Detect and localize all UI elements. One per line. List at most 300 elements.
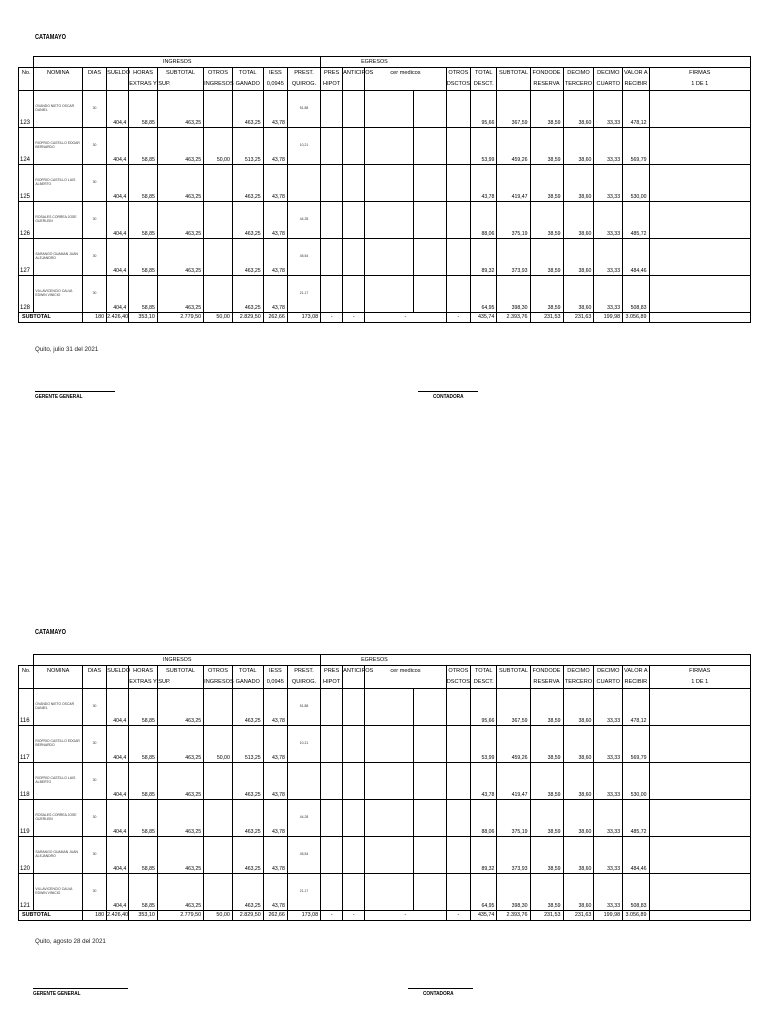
total-cer-medicos: - (365, 911, 447, 921)
header-horas: HORAS (129, 68, 158, 79)
signature-line-manager (35, 391, 115, 392)
table-row (19, 239, 751, 276)
total-desct-value: 53,99 (470, 726, 496, 763)
subtotal-2-value: 419,47 (497, 763, 530, 800)
decimo-tercero-value: 38,60 (563, 165, 594, 202)
signature-label-accountant: CONTADORA (433, 394, 464, 400)
header-subtotal-2-line-2 (497, 79, 530, 91)
total-decimo-cuarto: 199,98 (594, 313, 623, 323)
iess-value: 43,78 (263, 202, 287, 239)
total-desct-value: 88,06 (470, 800, 496, 837)
total-subtotal: 2.779,50 (157, 313, 203, 323)
row-number: 124 (19, 128, 34, 165)
prest-quirog-value: 21,17 (287, 276, 320, 313)
header-fondo-reserva: FONDODE (530, 666, 563, 677)
header-sueldo-line-2 (107, 79, 129, 91)
header-iess: IESS (263, 68, 287, 79)
firma-cell (649, 202, 750, 239)
otros-ingresos-value (204, 239, 233, 276)
total-desct-value: 88,06 (470, 202, 496, 239)
valor-recibir-value: 530,00 (623, 763, 649, 800)
pres-hipot-value (321, 165, 343, 202)
otros-dsctos-value (446, 91, 470, 128)
sueldo-value: 404,4 (107, 874, 129, 911)
total-pres-hipot: - (321, 313, 343, 323)
decimo-tercero-value: 38,60 (563, 91, 594, 128)
total-firmas (649, 313, 750, 323)
row-number: 121 (19, 874, 34, 911)
signature-line-accountant (418, 391, 478, 392)
employee-name: OVANDO NIETO OSCAR DANIEL (34, 689, 83, 726)
total-pres-hipot: - (321, 911, 343, 921)
header-valor-recibir: VALOR A (623, 666, 649, 677)
decimo-tercero-value: 38,60 (563, 800, 594, 837)
total-ganado-value: 463,25 (232, 837, 263, 874)
otros-dsctos-value (446, 726, 470, 763)
pres-hipot-value (321, 874, 343, 911)
header-total-ganado: TOTAL (232, 68, 263, 79)
header-total-ganado-line-2: GANADO (232, 677, 263, 689)
header-firmas-line-2: 1 DE 1 (649, 677, 750, 689)
row-number: 117 (19, 726, 34, 763)
ingresos-header: INGRESOS (34, 655, 321, 666)
pres-hipot-value (321, 128, 343, 165)
egresos-header: EGRESOS (321, 57, 751, 68)
total-fondo: 231,53 (530, 911, 563, 921)
subtotal-2-value: 375,19 (497, 202, 530, 239)
decimo-tercero-value: 38,60 (563, 837, 594, 874)
otros-dsctos-value (446, 165, 470, 202)
otros-dsctos-value (446, 276, 470, 313)
header-pres-hipot: PRES (321, 666, 343, 677)
total-desct-value: 95,66 (470, 91, 496, 128)
anticipos-value (343, 91, 365, 128)
header-cer-medicos-line-2 (365, 79, 447, 91)
total-anticipos: - (343, 313, 365, 323)
payroll-table (18, 56, 751, 323)
prest-quirog-value: 51,88 (287, 689, 320, 726)
sueldo-value: 404,4 (107, 800, 129, 837)
total-decimo-tercero: 231,63 (563, 313, 594, 323)
header-nomina: NOMINA (34, 666, 83, 677)
horas-value: 58,85 (129, 202, 158, 239)
header-subtotal-2: SUBTOTAL (497, 666, 530, 677)
employee-name: SARANGO GUAMAN JUAN ALEJANDRO (34, 837, 83, 874)
prest-quirog-value: 44,28 (287, 800, 320, 837)
header-decimo-cuarto: DECIMO (594, 68, 623, 79)
header-valor-recibir-line-2: RECIBIR (623, 79, 649, 91)
total-desct-value: 53,99 (470, 128, 496, 165)
table-row (19, 874, 751, 911)
blank-cell (19, 57, 34, 68)
pres-hipot-value (321, 837, 343, 874)
header-iess-line-2: 0,0945 (263, 79, 287, 91)
table-row (19, 276, 751, 313)
company-title: CATAMAYO (35, 34, 67, 41)
cer-medicos-value (365, 128, 414, 165)
header-decimo-cuarto-line-2: CUARTO (594, 79, 623, 91)
header-total-ganado: TOTAL (232, 666, 263, 677)
iess-value: 43,78 (263, 239, 287, 276)
horas-value: 58,85 (129, 91, 158, 128)
header-subtotal-2: SUBTOTAL (497, 68, 530, 79)
firma-cell (649, 874, 750, 911)
pres-hipot-value (321, 726, 343, 763)
header-horas-line-2: EXTRAS Y SUP. (129, 79, 158, 91)
sueldo-value: 404,4 (107, 726, 129, 763)
header-dias: DIAS (82, 68, 106, 79)
header-cer-medicos: cer medicos (365, 68, 447, 79)
total-desct-value: 95,66 (470, 689, 496, 726)
anticipos-value (343, 800, 365, 837)
total-ganado-value: 463,25 (232, 91, 263, 128)
fondo-reserva-value: 38,59 (530, 239, 563, 276)
iess-value: 43,78 (263, 128, 287, 165)
row-number: 127 (19, 239, 34, 276)
totals-row (19, 313, 751, 323)
decimo-cuarto-value: 33,33 (594, 874, 623, 911)
total-decimo-tercero: 231,63 (563, 911, 594, 921)
horas-value: 58,85 (129, 837, 158, 874)
valor-recibir-value: 478,12 (623, 91, 649, 128)
otros-ingresos-value (204, 276, 233, 313)
header-total-desct: TOTAL (470, 666, 496, 677)
signature-label-accountant: CONTADORA (423, 991, 454, 997)
header-otros-ingresos: OTROS (204, 68, 233, 79)
total-ganado-value: 463,25 (232, 874, 263, 911)
cer-medicos-value (365, 165, 414, 202)
document-date: Quito, agosto 28 del 2021 (35, 938, 106, 945)
otros-dsctos-value (446, 128, 470, 165)
prest-quirog-value (287, 763, 320, 800)
header-otros-ingresos-line-2: INGRESOS (204, 677, 233, 689)
cer-medicos-value-2 (413, 239, 446, 276)
header-fondo-reserva-line-2: RESERVA (530, 79, 563, 91)
total-desct-value: 43,78 (470, 165, 496, 202)
header-decimo-tercero-line-2: TERCERO (563, 79, 594, 91)
total-ganado-value: 463,25 (232, 689, 263, 726)
firma-cell (649, 726, 750, 763)
header-subtotal-2-line-2 (497, 677, 530, 689)
header-horas-line-2: EXTRAS Y SUP. (129, 677, 158, 689)
row-number: 116 (19, 689, 34, 726)
prest-quirog-value: 45,54 (287, 239, 320, 276)
prest-quirog-value: 10,21 (287, 128, 320, 165)
iess-value: 43,78 (263, 763, 287, 800)
header-otros-dsctos-line-2: DSCTOS (446, 79, 470, 91)
header-anticipos: ANTICIPOS (343, 68, 365, 79)
otros-ingresos-value (204, 165, 233, 202)
header-dias: DIAS (82, 666, 106, 677)
dias-value: 30 (82, 874, 106, 911)
employee-name: RIOFRIO CASTILLO LUIS ALBERTO (34, 763, 83, 800)
total-ganado-value: 513,25 (232, 128, 263, 165)
decimo-tercero-value: 38,60 (563, 202, 594, 239)
header-decimo-tercero-line-2: TERCERO (563, 677, 594, 689)
firma-cell (649, 837, 750, 874)
otros-ingresos-value (204, 202, 233, 239)
subtotal-value: 463,25 (157, 202, 203, 239)
header-otros-dsctos-line-2: DSCTOS (446, 677, 470, 689)
total-subtotal-2: 2.393,76 (497, 911, 530, 921)
header-firmas: FIRMAS (649, 666, 750, 677)
header-fondo-reserva-line-2: RESERVA (530, 677, 563, 689)
header-no: No. (19, 68, 34, 79)
decimo-tercero-value: 38,60 (563, 239, 594, 276)
header-pres-hipot-line-2: HIPOT (321, 677, 343, 689)
valor-recibir-value: 508,83 (623, 874, 649, 911)
total-desct-value: 64,95 (470, 276, 496, 313)
header-decimo-cuarto: DECIMO (594, 666, 623, 677)
table-row (19, 837, 751, 874)
iess-value: 43,78 (263, 800, 287, 837)
firma-cell (649, 276, 750, 313)
cer-medicos-value (365, 726, 414, 763)
total-dias: 180 (82, 313, 106, 323)
subtotal-value: 463,25 (157, 726, 203, 763)
subtotal-value: 463,25 (157, 276, 203, 313)
dias-value: 30 (82, 800, 106, 837)
header-iess: IESS (263, 666, 287, 677)
subtotal-value: 463,25 (157, 800, 203, 837)
totals-label: SUBTOTAL (19, 313, 83, 323)
cer-medicos-value (365, 800, 414, 837)
cer-medicos-value (365, 837, 414, 874)
dias-value: 30 (82, 165, 106, 202)
pres-hipot-value (321, 800, 343, 837)
header-cer-medicos-line-2 (365, 677, 447, 689)
decimo-cuarto-value: 33,33 (594, 128, 623, 165)
iess-value: 43,78 (263, 837, 287, 874)
otros-dsctos-value (446, 239, 470, 276)
subtotal-value: 463,25 (157, 91, 203, 128)
total-ganado-value: 463,25 (232, 763, 263, 800)
egresos-header: EGRESOS (321, 655, 751, 666)
total-ganado-value: 463,25 (232, 276, 263, 313)
header-firmas-line-2: 1 DE 1 (649, 79, 750, 91)
total-otros-dsctos: - (446, 313, 470, 323)
blank-cell (19, 655, 34, 666)
signature-line-manager (33, 988, 128, 989)
otros-ingresos-value: 50,00 (204, 128, 233, 165)
header-prest-quirog: PREST. (287, 666, 320, 677)
employee-name: VILLAVICENCIO CALVA EDWIN VINICIO (34, 874, 83, 911)
totals-label: SUBTOTAL (19, 911, 83, 921)
fondo-reserva-value: 38,59 (530, 689, 563, 726)
total-desct-value: 43,78 (470, 763, 496, 800)
fondo-reserva-value: 38,59 (530, 837, 563, 874)
subtotal-2-value: 367,59 (497, 689, 530, 726)
sueldo-value: 404,4 (107, 837, 129, 874)
header-decimo-tercero: DECIMO (563, 68, 594, 79)
cer-medicos-value (365, 91, 414, 128)
firma-cell (649, 91, 750, 128)
anticipos-value (343, 763, 365, 800)
anticipos-value (343, 726, 365, 763)
subtotal-2-value: 398,30 (497, 874, 530, 911)
cer-medicos-value-2 (413, 91, 446, 128)
signature-line-accountant (408, 988, 473, 989)
otros-dsctos-value (446, 874, 470, 911)
cer-medicos-value-2 (413, 800, 446, 837)
table-row (19, 800, 751, 837)
header-valor-recibir: VALOR A (623, 68, 649, 79)
table-row (19, 689, 751, 726)
employee-name: RIOFRIO CASTILLO EDGAR BERNARDO (34, 726, 83, 763)
row-number: 119 (19, 800, 34, 837)
header-otros-dsctos: OTROS (446, 68, 470, 79)
cer-medicos-value (365, 689, 414, 726)
pres-hipot-value (321, 91, 343, 128)
company-title: CATAMAYO (35, 629, 67, 636)
fondo-reserva-value: 38,59 (530, 800, 563, 837)
total-dias: 180 (82, 911, 106, 921)
prest-quirog-value: 44,28 (287, 202, 320, 239)
fondo-reserva-value: 38,59 (530, 128, 563, 165)
total-desct-sum: 435,74 (470, 313, 496, 323)
sueldo-value: 404,4 (107, 128, 129, 165)
subtotal-2-value: 367,59 (497, 91, 530, 128)
horas-value: 58,85 (129, 276, 158, 313)
decimo-tercero-value: 38,60 (563, 874, 594, 911)
employee-name: VILLAVICENCIO CALVA EDWIN VINICIO (34, 276, 83, 313)
table-row (19, 91, 751, 128)
total-valor-recibir: 3.056,89 (623, 911, 649, 921)
valor-recibir-value: 484,46 (623, 837, 649, 874)
total-ganado-value: 463,25 (232, 202, 263, 239)
signature-label-manager: GERENTE GENERAL (35, 394, 83, 400)
total-ganado-sum: 2.829,50 (232, 313, 263, 323)
dias-value: 30 (82, 726, 106, 763)
total-subtotal-2: 2.393,76 (497, 313, 530, 323)
otros-dsctos-value (446, 689, 470, 726)
decimo-cuarto-value: 33,33 (594, 726, 623, 763)
iess-value: 43,78 (263, 91, 287, 128)
header-decimo-cuarto-line-2: CUARTO (594, 677, 623, 689)
employee-name: SARANGO GUAMAN JUAN ALEJANDRO (34, 239, 83, 276)
table-row (19, 726, 751, 763)
decimo-cuarto-value: 33,33 (594, 202, 623, 239)
decimo-tercero-value: 38,60 (563, 689, 594, 726)
totals-row (19, 911, 751, 921)
total-prest: 173,08 (287, 313, 320, 323)
total-iess: 262,66 (263, 313, 287, 323)
total-anticipos: - (343, 911, 365, 921)
otros-dsctos-value (446, 202, 470, 239)
total-firmas (649, 911, 750, 921)
otros-ingresos-value (204, 763, 233, 800)
header-total-desct-line-2: DESCT. (470, 677, 496, 689)
sueldo-value: 404,4 (107, 763, 129, 800)
sueldo-value: 404,4 (107, 689, 129, 726)
subtotal-2-value: 373,93 (497, 837, 530, 874)
firma-cell (649, 763, 750, 800)
prest-quirog-value: 10,21 (287, 726, 320, 763)
total-subtotal: 2.779,50 (157, 911, 203, 921)
horas-value: 58,85 (129, 689, 158, 726)
iess-value: 43,78 (263, 689, 287, 726)
dias-value: 30 (82, 202, 106, 239)
header-otros-ingresos: OTROS (204, 666, 233, 677)
header-total-ganado-line-2: GANADO (232, 79, 263, 91)
subtotal-value: 463,25 (157, 689, 203, 726)
header-no-line-2 (19, 79, 34, 91)
total-cer-medicos: - (365, 313, 447, 323)
header-no: No. (19, 666, 34, 677)
cer-medicos-value-2 (413, 689, 446, 726)
total-iess: 262,66 (263, 911, 287, 921)
total-desct-value: 64,95 (470, 874, 496, 911)
employee-name: OVANDO NIETO OSCAR DANIEL (34, 91, 83, 128)
valor-recibir-value: 478,12 (623, 689, 649, 726)
decimo-cuarto-value: 33,33 (594, 800, 623, 837)
otros-dsctos-value (446, 800, 470, 837)
horas-value: 58,85 (129, 128, 158, 165)
row-number: 128 (19, 276, 34, 313)
fondo-reserva-value: 38,59 (530, 763, 563, 800)
header-nomina-line-2 (34, 677, 83, 689)
valor-recibir-value: 484,46 (623, 239, 649, 276)
anticipos-value (343, 202, 365, 239)
dias-value: 30 (82, 239, 106, 276)
total-ganado-value: 463,25 (232, 165, 263, 202)
decimo-cuarto-value: 33,33 (594, 689, 623, 726)
horas-value: 58,85 (129, 874, 158, 911)
cer-medicos-value-2 (413, 763, 446, 800)
valor-recibir-value: 530,00 (623, 165, 649, 202)
total-otros-ingresos: 50,00 (204, 911, 233, 921)
decimo-tercero-value: 38,60 (563, 726, 594, 763)
decimo-tercero-value: 38,60 (563, 763, 594, 800)
fondo-reserva-value: 38,59 (530, 874, 563, 911)
horas-value: 58,85 (129, 726, 158, 763)
anticipos-value (343, 874, 365, 911)
header-nomina-line-2 (34, 79, 83, 91)
header-anticipos-line-2 (343, 79, 365, 91)
total-fondo: 231,53 (530, 313, 563, 323)
table-row (19, 128, 751, 165)
otros-dsctos-value (446, 763, 470, 800)
sueldo-value: 404,4 (107, 276, 129, 313)
anticipos-value (343, 128, 365, 165)
valor-recibir-value: 569,79 (623, 726, 649, 763)
table-row (19, 763, 751, 800)
payroll-table (18, 654, 751, 921)
valor-recibir-value: 569,79 (623, 128, 649, 165)
document-date: Quito, julio 31 del 2021 (35, 346, 99, 353)
decimo-cuarto-value: 33,33 (594, 276, 623, 313)
table-row (19, 165, 751, 202)
header-total-desct-line-2: DESCT. (470, 79, 496, 91)
pres-hipot-value (321, 276, 343, 313)
firma-cell (649, 165, 750, 202)
horas-value: 58,85 (129, 239, 158, 276)
fondo-reserva-value: 38,59 (530, 276, 563, 313)
cer-medicos-value-2 (413, 874, 446, 911)
horas-value: 58,85 (129, 800, 158, 837)
header-prest-quirog-line-2: QUIROG. (287, 79, 320, 91)
cer-medicos-value-2 (413, 128, 446, 165)
subtotal-2-value: 373,93 (497, 239, 530, 276)
header-iess-line-2: 0,0945 (263, 677, 287, 689)
header-total-desct: TOTAL (470, 68, 496, 79)
sueldo-value: 404,4 (107, 91, 129, 128)
ingresos-header: INGRESOS (34, 57, 321, 68)
sueldo-value: 404,4 (107, 239, 129, 276)
header-decimo-tercero: DECIMO (563, 666, 594, 677)
total-desct-value: 89,32 (470, 239, 496, 276)
row-number: 125 (19, 165, 34, 202)
